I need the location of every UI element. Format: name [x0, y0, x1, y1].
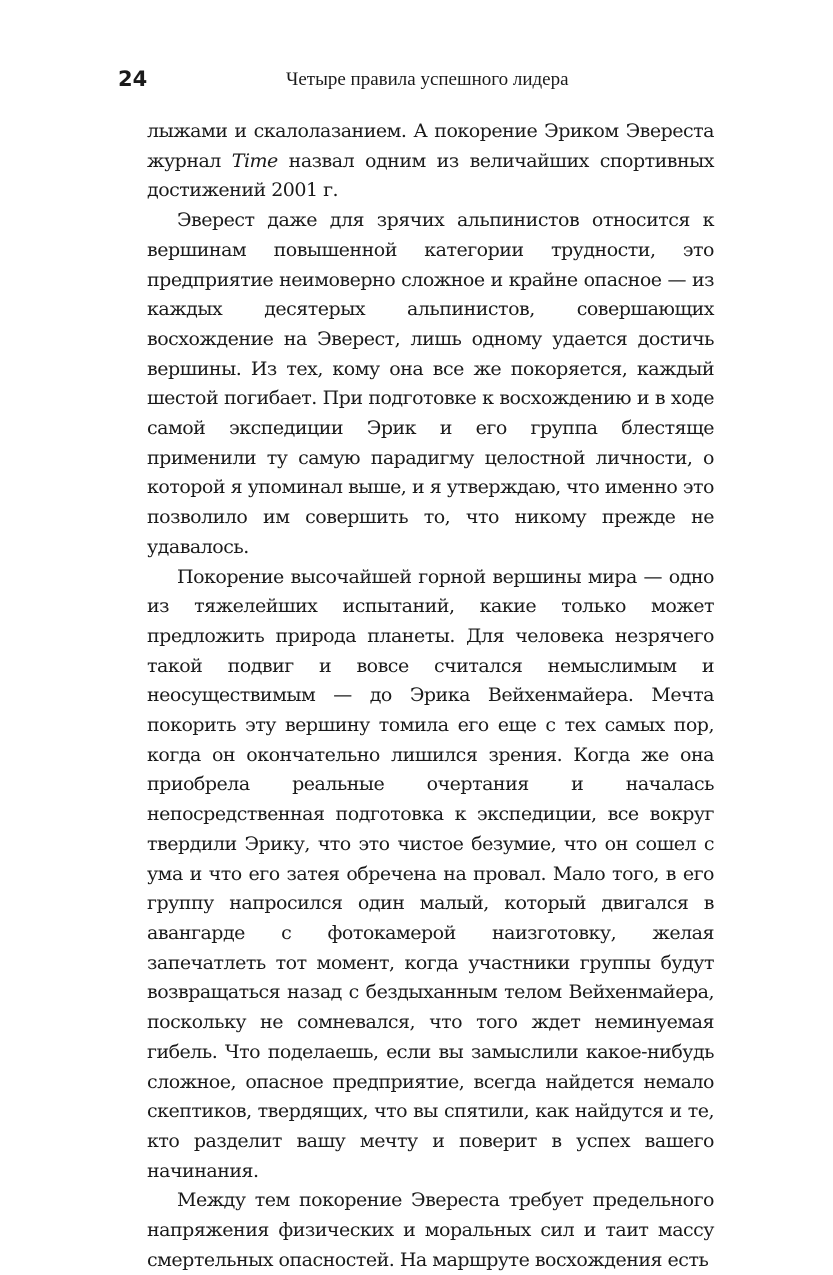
- magazine-title: Time: [231, 149, 278, 172]
- running-title: Четыре правила успешного лидера: [286, 69, 569, 90]
- paragraph: Покорение высочайшей горной вершины мира — одно из тяжелейших испытаний, какие только может предложить природа планеты. Для человека незрячего такой подвиг и вовсе считался немыслимым и неосуществимым — до Эрика Вейхенмайера. Мечта покорить эту вершину томила его еще с тех самых пор, когда он окончательно лишился зрения. Когда же она приобрела реальные очертания и началась непосредственная подготовка к экспедиции, все вокруг твердили Эрику, что это чистое безумие, что он сошел с ума и что его затея обречена на провал. Мало того, в его группу напросился один малый, который двигался в авангарде с фотокамерой наизготовку, желая запечатлеть тот момент, когда участники группы будут возвращаться назад с бездыханным телом Вейхенмайера, поскольку не сомневался, что того ждет неминуемая гибель. Что поделаешь, если вы замыслили какое-нибудь сложное, опасное предприятие, всегда найдется немало скептиков, твердящих, что вы спятили, как найдутся и те, кто разделит вашу мечту и поверит в успех вашего начинания.: [147, 565, 714, 1182]
- body-text: [147, 117, 714, 1275]
- paragraph: Эверест даже для зрячих альпинистов относится к вершинам повышенной категории трудности, это предприятие неимоверно сложное и крайне опасное — из каждых десятерых альпинистов, совершающих восхождение на Эверест, лишь одному удается достичь вершины. Из тех, кому она все же покоряется, каждый шестой погибает. При подготовке к восхождению и в ходе самой экспедиции Эрик и его группа блестяще применили ту самую парадигму целостной личности, о которой я упоминал выше, и я утверждаю, что именно это позволило им совершить то, что никому прежде не удавалось.: [147, 209, 714, 558]
- paragraph-text: лыжами и скалолазанием. А покорение Эриком Эвереста журнал: [147, 120, 714, 172]
- paragraph-text: назвал одним из величайших спортивных достижений 2001 г.: [147, 149, 715, 202]
- paragraph-continued: [147, 117, 714, 206]
- paragraph: Между тем покорение Эвереста требует предельного напряжения физических и моральных сил и таит массу смертельных опасностей. На маршруте восхождения есть: [147, 1189, 714, 1271]
- page-number: 24: [118, 67, 148, 91]
